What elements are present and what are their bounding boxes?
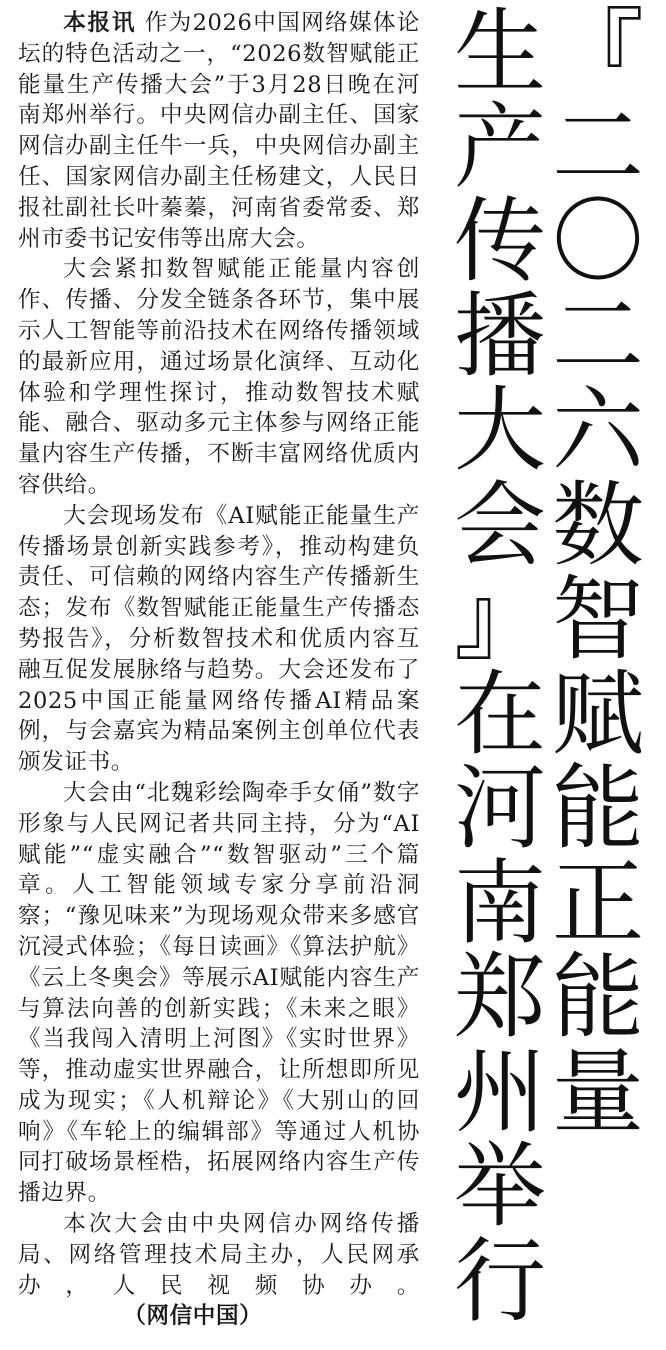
paragraph-3: 大会现场发布《AI赋能正能量生产传播场景创新实践参考》，推动构建负责任、可信赖的网络内容生产传播新生态；发布《数智赋能正能量生产传播态势报告》，分析数智技术和优质内容互融互促发展脉络与趋势。大会还发布了2025中国正能量网络传播AI精品案例，与会嘉宾为精品案例主创单位代表颁发证书。 xyxy=(18,502,420,776)
headline-char: 郑 xyxy=(453,944,546,1051)
headline-char: 智 xyxy=(551,566,644,673)
headline-char: 播 xyxy=(453,282,546,390)
paragraph-4: 大会由“北魏彩绘陶牵手女俑”数字形象与人民网记者共同主持，分为“AI赋能”“虚实融合”“数智驱动”三个篇章。人工智能领域专家分享前沿洞察；“豫见味来”为现场观众带来多感官沉浸式体验；《每日读画》《算法护航》《云上冬奥会》等展示AI赋能内容生产与算法向善的创新实践；《未来之眼》《当我闯入清明上河图》《实时世界》等，推动虚实世界融合，让所想即所见成为现实；《人机辩论》《大别山的回响》《车轮上的编辑部》等通过人机协同打破场景桎梏，拓展网络内容生产传播边界。 xyxy=(18,779,420,1207)
paragraph-2: 大会紧扣数智赋能正能量内容创作、传播、分发全链条各环节，集中展示人工智能等前沿技术在网络传播领域的最新应用，通过场景化演绎、互动化体验和学理性探讨，推动数智技术赋能、融合、驱动多元主体参与网络正能量内容生产传播，不断丰富网络优质内容供给。 xyxy=(18,256,420,498)
source-credit: （网信中国） xyxy=(123,1303,263,1330)
headline-char: 生 xyxy=(453,0,546,106)
headline-char: 州 xyxy=(453,1038,546,1146)
paragraph-1-text: 作为2026中国网络媒体论坛的特色活动之一，“2026数智赋能正能量生产传播大会”于3月28日晚在河南郑州举行。中央网信办副主任、国家网信办副主任牛一兵，中央网信办副主任、国家网信办副主任杨建文，人民日报社副社长叶蓁蓁，河南省委常委、郑州市委书记安伟等出席大会。 xyxy=(18,10,420,252)
headline-char: 传 xyxy=(453,188,546,295)
headline-char: 『 xyxy=(551,0,644,106)
headline-char: 会 xyxy=(453,471,546,579)
headline-char: 正 xyxy=(551,849,644,957)
headline-char: 行 xyxy=(453,1227,546,1335)
headline-char: 赋 xyxy=(551,660,644,768)
article-body xyxy=(18,8,420,1330)
paragraph-5-text: 本次大会由中央网信办网络传播局、网络管理技术局主办，人民网承办，人民视频协办。 xyxy=(18,1211,420,1299)
headline-char: 举 xyxy=(453,1133,546,1240)
headline-column-right xyxy=(550,0,646,1146)
paragraph-1 xyxy=(18,8,420,254)
headline-char: 南 xyxy=(453,849,546,957)
headline-char: 在 xyxy=(453,660,546,768)
headline-char: 能 xyxy=(551,755,644,862)
headline-column-left xyxy=(452,0,548,1335)
headline-char: 量 xyxy=(551,1038,644,1146)
headline-char: 二 xyxy=(551,93,644,201)
headline-char: 能 xyxy=(551,944,644,1051)
headline-char: 二 xyxy=(551,282,644,390)
headline-char: 数 xyxy=(551,471,644,579)
headline-char: 六 xyxy=(551,377,644,484)
paragraph-5 xyxy=(18,1209,420,1332)
lead-label: 本报讯 xyxy=(63,10,137,36)
headline-char: 大 xyxy=(453,377,546,484)
headline-char: 河 xyxy=(453,755,546,862)
headline-char: 产 xyxy=(453,93,546,201)
headline-char: 』 xyxy=(453,566,546,673)
headline-char: 〇 xyxy=(551,188,644,295)
